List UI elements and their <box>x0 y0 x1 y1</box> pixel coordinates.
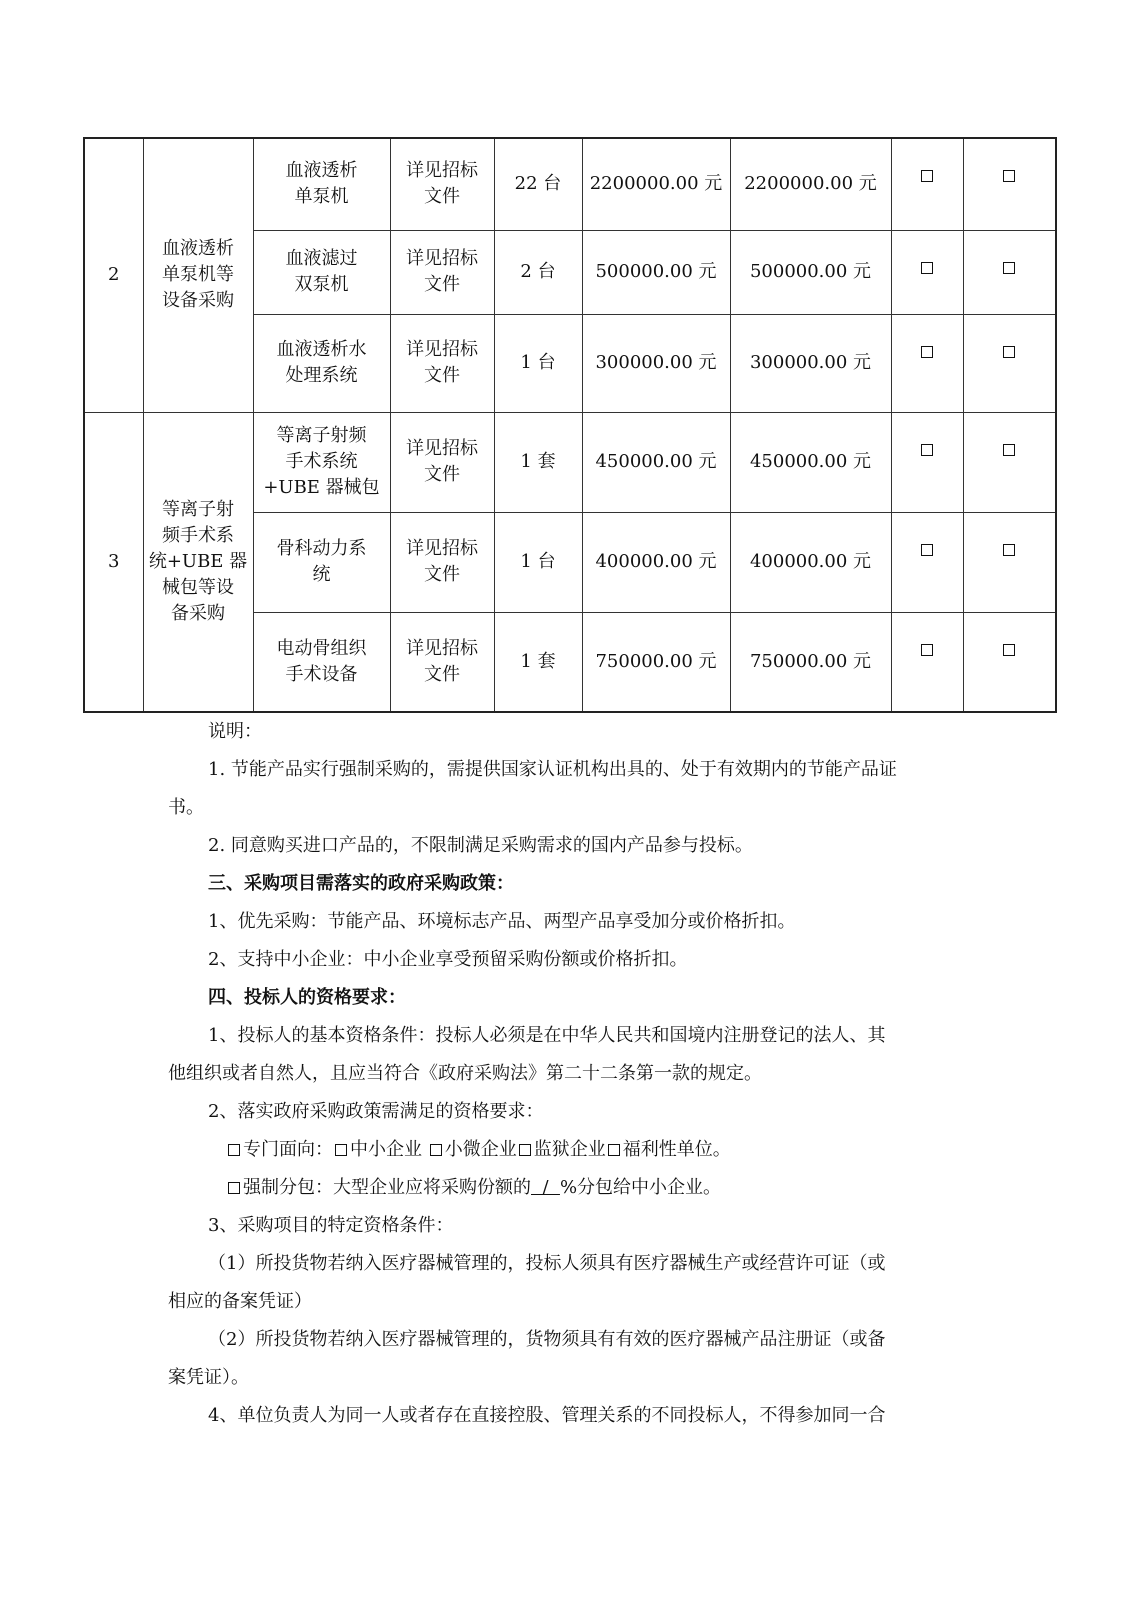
checkbox[interactable] <box>1003 262 1015 274</box>
item-name-cell: 骨科动力系 统 <box>253 512 390 612</box>
prison-enterprise-checkbox[interactable] <box>519 1144 531 1156</box>
group-name-cell: 等离子射 频手术系 统+UBE 器 械包等设 备采购 <box>143 412 253 712</box>
condition-2-line-2: 案凭证）。 <box>168 1367 249 1388</box>
subcontract-line: 强制分包：大型企业应将采购份额的 / %分包给中小企业。 <box>226 1174 721 1202</box>
item-quantity-cell: 1 套 <box>494 612 582 712</box>
item-requirement-cell: 详见招标 文件 <box>390 138 494 230</box>
option-b-cell <box>963 612 1056 712</box>
welfare-unit-checkbox[interactable] <box>608 1144 620 1156</box>
checkbox[interactable] <box>1003 170 1015 182</box>
option-a-cell <box>891 314 963 412</box>
checkbox[interactable] <box>921 170 933 182</box>
item-quantity-cell: 1 套 <box>494 412 582 512</box>
option-a-cell <box>891 412 963 512</box>
item-requirement-cell: 详见招标 文件 <box>390 512 494 612</box>
micro-enterprise-checkbox[interactable] <box>430 1144 442 1156</box>
item-unit-price-cell: 450000.00 元 <box>582 412 730 512</box>
checkbox[interactable] <box>1003 346 1015 358</box>
checkbox[interactable] <box>921 544 933 556</box>
item-requirement-cell: 详见招标 文件 <box>390 612 494 712</box>
section-3-item-1: 1、优先采购：节能产品、环境标志产品、两型产品享受加分或价格折扣。 <box>208 911 796 932</box>
group-number-cell: 2 <box>84 138 143 412</box>
condition-2-line-1: （2）所投货物若纳入医疗器械管理的，货物须具有有效的医疗器械产品注册证（或备 <box>208 1329 886 1350</box>
item-total-cell: 450000.00 元 <box>730 412 891 512</box>
notes-heading: 说明： <box>208 721 262 742</box>
item-unit-price-cell: 2200000.00 元 <box>582 138 730 230</box>
section-4-item-3: 3、采购项目的特定资格条件： <box>208 1215 454 1236</box>
subcontract-percent-blank[interactable]: / <box>531 1177 560 1198</box>
item-unit-price-cell: 300000.00 元 <box>582 314 730 412</box>
condition-1-line-1: （1）所投货物若纳入医疗器械管理的，投标人须具有医疗器械生产或经营许可证（或 <box>208 1253 886 1274</box>
checkbox[interactable] <box>1003 544 1015 556</box>
table-row <box>84 138 1056 230</box>
group-name-cell: 血液透析 单泵机等 设备采购 <box>143 138 253 412</box>
group-number-cell: 3 <box>84 412 143 712</box>
section-4-item-4-line-1: 4、单位负责人为同一人或者存在直接控股、管理关系的不同投标人，不得参加同一合 <box>208 1405 886 1426</box>
checkbox[interactable] <box>1003 644 1015 656</box>
item-total-cell: 2200000.00 元 <box>730 138 891 230</box>
item-name-cell: 血液透析水 处理系统 <box>253 314 390 412</box>
item-requirement-cell: 详见招标 文件 <box>390 230 494 314</box>
procurement-table <box>83 137 1057 713</box>
option-a-cell <box>891 612 963 712</box>
special-target-line: 专门面向： 中小企业 小微企业 监狱企业 福利性单位。 <box>226 1136 731 1164</box>
item-name-cell: 血液滤过 双泵机 <box>253 230 390 314</box>
item-quantity-cell: 1 台 <box>494 314 582 412</box>
item-quantity-cell: 2 台 <box>494 230 582 314</box>
item-requirement-cell: 详见招标 文件 <box>390 412 494 512</box>
condition-1-line-2: 相应的备案凭证） <box>168 1291 312 1312</box>
item-requirement-cell: 详见招标 文件 <box>390 314 494 412</box>
item-unit-price-cell: 500000.00 元 <box>582 230 730 314</box>
option-b-cell <box>963 412 1056 512</box>
option-b-cell <box>963 230 1056 314</box>
item-name-cell: 电动骨组织 手术设备 <box>253 612 390 712</box>
item-name-cell: 等离子射频 手术系统 +UBE 器械包 <box>253 412 390 512</box>
section-4-item-1-line-1: 1、投标人的基本资格条件：投标人必须是在中华人民共和国境内注册登记的法人、其 <box>208 1025 886 1046</box>
section-4-item-1-line-2: 他组织或者自然人，且应当符合《政府采购法》第二十二条第一款的规定。 <box>168 1063 762 1084</box>
section-3-item-2: 2、支持中小企业：中小企业享受预留采购份额或价格折扣。 <box>208 949 688 970</box>
subcontract-checkbox[interactable] <box>228 1182 240 1194</box>
section-4-title: 四、投标人的资格要求： <box>208 987 406 1008</box>
option-a-cell <box>891 230 963 314</box>
item-unit-price-cell: 400000.00 元 <box>582 512 730 612</box>
item-total-cell: 400000.00 元 <box>730 512 891 612</box>
special-target-checkbox[interactable] <box>228 1144 240 1156</box>
option-a-cell <box>891 512 963 612</box>
option-b-cell <box>963 314 1056 412</box>
section-3-title: 三、采购项目需落实的政府采购政策： <box>208 873 514 894</box>
item-unit-price-cell: 750000.00 元 <box>582 612 730 712</box>
item-total-cell: 300000.00 元 <box>730 314 891 412</box>
table-row <box>84 412 1056 512</box>
checkbox[interactable] <box>921 346 933 358</box>
item-total-cell: 500000.00 元 <box>730 230 891 314</box>
note-2: 2. 同意购买进口产品的，不限制满足采购需求的国内产品参与投标。 <box>208 835 753 856</box>
item-name-cell: 血液透析 单泵机 <box>253 138 390 230</box>
note-1-line-2: 书。 <box>168 797 204 818</box>
item-total-cell: 750000.00 元 <box>730 612 891 712</box>
checkbox[interactable] <box>921 444 933 456</box>
option-a-cell <box>891 138 963 230</box>
section-4-item-2: 2、落实政府采购政策需满足的资格要求： <box>208 1101 544 1122</box>
checkbox[interactable] <box>921 644 933 656</box>
option-b-cell <box>963 512 1056 612</box>
option-b-cell <box>963 138 1056 230</box>
sme-checkbox[interactable] <box>335 1144 347 1156</box>
item-quantity-cell: 1 台 <box>494 512 582 612</box>
checkbox[interactable] <box>921 262 933 274</box>
checkbox[interactable] <box>1003 444 1015 456</box>
note-1-line-1: 1. 节能产品实行强制采购的，需提供国家认证机构出具的、处于有效期内的节能产品证 <box>208 759 897 780</box>
item-quantity-cell: 22 台 <box>494 138 582 230</box>
